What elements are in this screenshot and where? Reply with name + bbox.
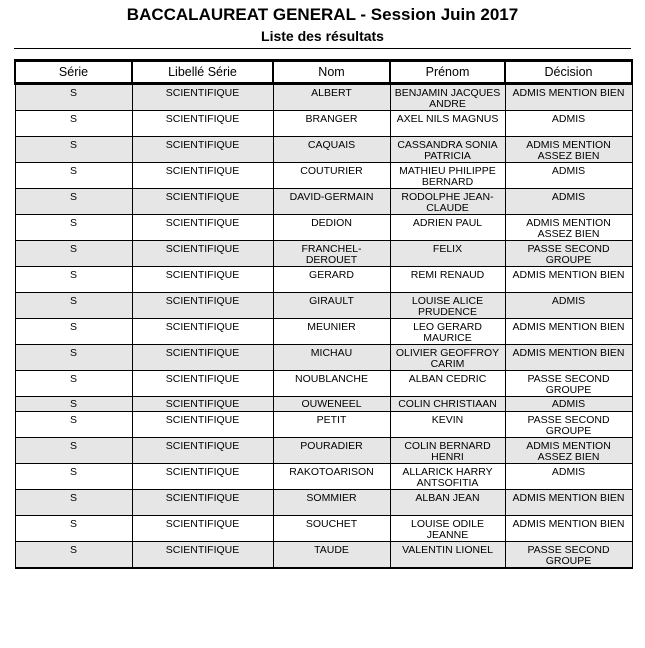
cell-nom: CAQUAIS (273, 137, 390, 163)
cell-libelle: SCIENTIFIQUE (132, 293, 273, 319)
cell-libelle: SCIENTIFIQUE (132, 397, 273, 412)
cell-nom: MEUNIER (273, 319, 390, 345)
cell-serie: S (15, 267, 132, 293)
cell-decision: ADMIS (505, 397, 632, 412)
table-header-row (15, 61, 632, 84)
cell-serie: S (15, 345, 132, 371)
cell-decision: ADMIS (505, 189, 632, 215)
cell-prenom: ALBAN CEDRIC (390, 371, 505, 397)
cell-decision: ADMIS MENTION BIEN (505, 84, 632, 111)
cell-serie: S (15, 319, 132, 345)
table-row (15, 293, 632, 319)
cell-libelle: SCIENTIFIQUE (132, 84, 273, 111)
cell-decision: ADMIS (505, 163, 632, 189)
cell-nom: GERARD (273, 267, 390, 293)
table-row (15, 163, 632, 189)
cell-decision: ADMIS (505, 464, 632, 490)
cell-nom: PETIT (273, 412, 390, 438)
cell-decision: ADMIS (505, 111, 632, 137)
table-row (15, 137, 632, 163)
cell-libelle: SCIENTIFIQUE (132, 215, 273, 241)
cell-serie: S (15, 241, 132, 267)
table-row (15, 189, 632, 215)
cell-serie: S (15, 293, 132, 319)
table-row (15, 490, 632, 516)
cell-prenom: LOUISE ODILE JEANNE (390, 516, 505, 542)
cell-prenom: MATHIEU PHILIPPE BERNARD (390, 163, 505, 189)
cell-nom: MICHAU (273, 345, 390, 371)
cell-decision: ADMIS MENTION ASSEZ BIEN (505, 137, 632, 163)
cell-libelle: SCIENTIFIQUE (132, 189, 273, 215)
cell-prenom: ADRIEN PAUL (390, 215, 505, 241)
cell-prenom: LOUISE ALICE PRUDENCE (390, 293, 505, 319)
cell-nom: DAVID-GERMAIN (273, 189, 390, 215)
cell-libelle: SCIENTIFIQUE (132, 345, 273, 371)
cell-decision: ADMIS MENTION BIEN (505, 516, 632, 542)
cell-prenom: KEVIN (390, 412, 505, 438)
results-table-body (15, 84, 632, 569)
cell-nom: DEDION (273, 215, 390, 241)
table-row (15, 241, 632, 267)
cell-prenom: REMI RENAUD (390, 267, 505, 293)
cell-libelle: SCIENTIFIQUE (132, 412, 273, 438)
cell-prenom: ALBAN JEAN (390, 490, 505, 516)
table-row (15, 84, 632, 111)
cell-decision: PASSE SECOND GROUPE (505, 371, 632, 397)
cell-decision: ADMIS MENTION ASSEZ BIEN (505, 215, 632, 241)
cell-serie: S (15, 490, 132, 516)
cell-libelle: SCIENTIFIQUE (132, 137, 273, 163)
table-row (15, 464, 632, 490)
cell-prenom: COLIN BERNARD HENRI (390, 438, 505, 464)
cell-libelle: SCIENTIFIQUE (132, 267, 273, 293)
cell-serie: S (15, 137, 132, 163)
cell-decision: ADMIS MENTION BIEN (505, 345, 632, 371)
cell-prenom: COLIN CHRISTIAAN (390, 397, 505, 412)
cell-decision: PASSE SECOND GROUPE (505, 542, 632, 569)
cell-libelle: SCIENTIFIQUE (132, 319, 273, 345)
column-header-libelle: Libellé Série (132, 61, 273, 84)
cell-libelle: SCIENTIFIQUE (132, 464, 273, 490)
results-table (14, 59, 633, 569)
cell-serie: S (15, 464, 132, 490)
table-row (15, 319, 632, 345)
cell-nom: RAKOTOARISON (273, 464, 390, 490)
cell-serie: S (15, 111, 132, 137)
page-subtitle: Liste des résultats (261, 28, 384, 44)
cell-libelle: SCIENTIFIQUE (132, 490, 273, 516)
cell-prenom: VALENTIN LIONEL (390, 542, 505, 569)
table-row (15, 438, 632, 464)
cell-serie: S (15, 412, 132, 438)
cell-decision: ADMIS MENTION BIEN (505, 490, 632, 516)
cell-decision: PASSE SECOND GROUPE (505, 241, 632, 267)
cell-prenom: AXEL NILS MAGNUS (390, 111, 505, 137)
cell-libelle: SCIENTIFIQUE (132, 163, 273, 189)
cell-nom: OUWENEEL (273, 397, 390, 412)
cell-nom: COUTURIER (273, 163, 390, 189)
table-row (15, 345, 632, 371)
cell-libelle: SCIENTIFIQUE (132, 371, 273, 397)
cell-decision: ADMIS MENTION BIEN (505, 319, 632, 345)
table-row (15, 267, 632, 293)
column-header-decision: Décision (505, 61, 632, 84)
cell-decision: PASSE SECOND GROUPE (505, 412, 632, 438)
cell-libelle: SCIENTIFIQUE (132, 241, 273, 267)
table-row (15, 111, 632, 137)
cell-nom: GIRAULT (273, 293, 390, 319)
cell-nom: SOUCHET (273, 516, 390, 542)
cell-serie: S (15, 84, 132, 111)
cell-nom: ALBERT (273, 84, 390, 111)
cell-serie: S (15, 189, 132, 215)
cell-nom: BRANGER (273, 111, 390, 137)
cell-prenom: LEO GERARD MAURICE (390, 319, 505, 345)
cell-serie: S (15, 163, 132, 189)
cell-nom: POURADIER (273, 438, 390, 464)
table-row (15, 215, 632, 241)
table-row (15, 397, 632, 412)
cell-prenom: BENJAMIN JACQUES ANDRE (390, 84, 505, 111)
title-divider (14, 48, 631, 49)
cell-prenom: CASSANDRA SONIA PATRICIA (390, 137, 505, 163)
cell-prenom: OLIVIER GEOFFROY CARIM (390, 345, 505, 371)
cell-nom: SOMMIER (273, 490, 390, 516)
cell-libelle: SCIENTIFIQUE (132, 542, 273, 569)
cell-prenom: FELIX (390, 241, 505, 267)
cell-serie: S (15, 371, 132, 397)
table-row (15, 516, 632, 542)
table-row (15, 542, 632, 569)
cell-serie: S (15, 542, 132, 569)
cell-prenom: RODOLPHE JEAN-CLAUDE (390, 189, 505, 215)
column-header-serie: Série (15, 61, 132, 84)
cell-serie: S (15, 438, 132, 464)
cell-libelle: SCIENTIFIQUE (132, 438, 273, 464)
cell-nom: FRANCHEL-DEROUET (273, 241, 390, 267)
cell-decision: ADMIS MENTION ASSEZ BIEN (505, 438, 632, 464)
table-row (15, 371, 632, 397)
cell-serie: S (15, 397, 132, 412)
column-header-prenom: Prénom (390, 61, 505, 84)
cell-decision: ADMIS (505, 293, 632, 319)
cell-serie: S (15, 215, 132, 241)
column-header-nom: Nom (273, 61, 390, 84)
cell-nom: TAUDE (273, 542, 390, 569)
cell-libelle: SCIENTIFIQUE (132, 111, 273, 137)
page-title: BACCALAUREAT GENERAL - Session Juin 2017 (126, 5, 519, 24)
cell-prenom: ALLARICK HARRY ANTSOFITIA (390, 464, 505, 490)
cell-decision: ADMIS MENTION BIEN (505, 267, 632, 293)
table-row (15, 412, 632, 438)
cell-libelle: SCIENTIFIQUE (132, 516, 273, 542)
cell-serie: S (15, 516, 132, 542)
cell-nom: NOUBLANCHE (273, 371, 390, 397)
